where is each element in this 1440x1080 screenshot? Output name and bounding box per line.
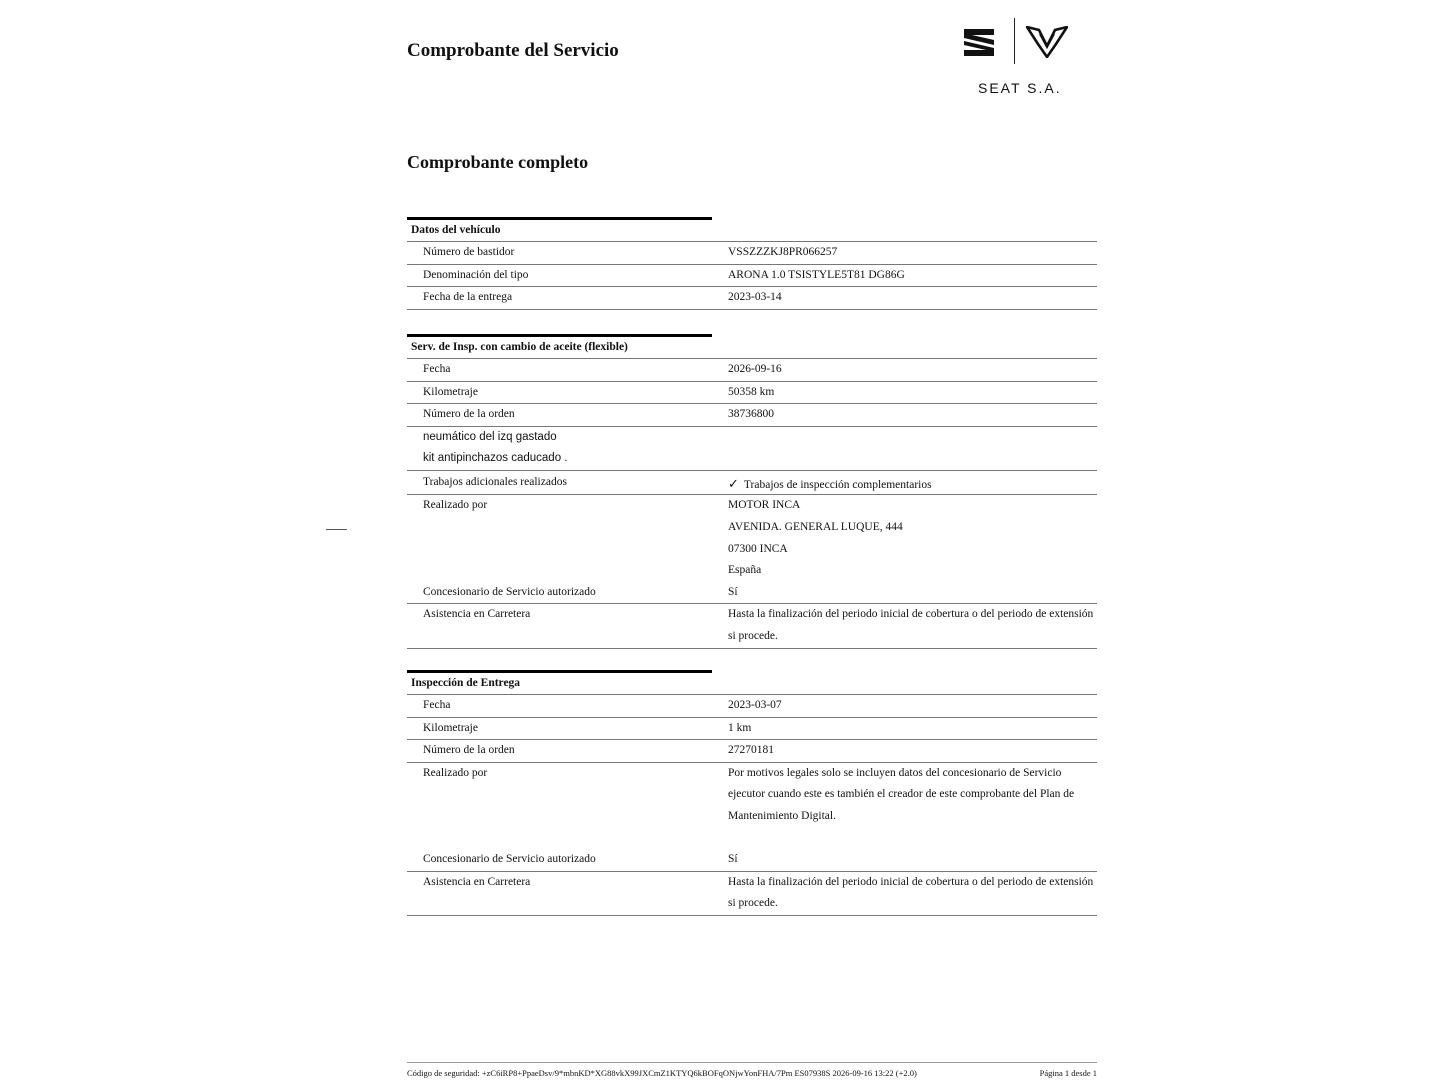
row-value: Sí xyxy=(728,585,738,598)
row-value: 2023-03-14 xyxy=(728,291,782,304)
section-header xyxy=(407,670,1097,694)
row-value: Hasta la finalización del periodo inicial de cobertura o del periodo de extensión xyxy=(728,608,1094,621)
document-subtitle: Comprobante completo xyxy=(407,152,589,172)
table-row xyxy=(407,241,1097,264)
row-value: Mantenimiento Digital. xyxy=(728,809,836,822)
row-value: Trabajos de inspección complementarios xyxy=(743,478,932,491)
row-value: si procede. xyxy=(728,897,778,910)
dealer-country: España xyxy=(728,564,762,577)
section-title: Datos del vehículo xyxy=(411,224,501,236)
row-label: Kilometraje xyxy=(423,385,478,398)
row-value: ARONA 1.0 TSISTYLE5T81 DG86G xyxy=(728,268,905,281)
row-label: Concesionario de Servicio autorizado xyxy=(423,585,596,598)
row-label: Número de bastidor xyxy=(423,246,515,258)
security-code: Código de seguridad: +zC6iRP8+PpaeDsv/9*mbnKD*XG88vkX99JXCmZ1KTYQ6kBOFqONjwYonFHA/7Pm ES07938S 2026-09-16 13:22 (+2.0) xyxy=(407,1068,917,1078)
row-label: Fecha de la entrega xyxy=(423,291,513,304)
table-row xyxy=(407,849,1097,871)
section-header xyxy=(407,334,1097,358)
row-value: 2023-03-07 xyxy=(728,699,782,711)
dealer-city: 07300 INCA xyxy=(728,542,788,555)
row-label: Fecha xyxy=(423,363,451,375)
section-title: Serv. de Insp. con cambio de aceite (flexible) xyxy=(411,341,628,353)
row-value: Por motivos legales solo se incluyen datos del concesionario de Servicio xyxy=(728,766,1062,779)
row-value: 1 km xyxy=(728,721,752,734)
table-row xyxy=(407,403,1097,426)
row-value: 2026-09-16 xyxy=(728,363,782,375)
page-number: Página 1 desde 1 xyxy=(1039,1068,1097,1078)
row-label: Realizado por xyxy=(423,766,488,779)
row-value: Hasta la finalización del periodo inicial de cobertura o del periodo de extensión xyxy=(728,875,1094,888)
notes-row xyxy=(407,426,1097,470)
logo-divider xyxy=(1014,18,1015,64)
row-label: Asistencia en Carretera xyxy=(423,875,531,888)
row-value: si procede. xyxy=(728,630,778,643)
row-label: Trabajos adicionales realizados xyxy=(423,475,567,488)
additional-work-row xyxy=(407,470,1097,495)
table-row xyxy=(407,358,1097,381)
row-value: 27270181 xyxy=(728,744,774,757)
service-note: kit antipinchazos caducado . xyxy=(423,452,568,465)
performed-by-row xyxy=(407,762,1097,849)
row-label: Asistencia en Carretera xyxy=(423,608,531,621)
row-label: Número de la orden xyxy=(423,408,515,421)
dealer-address: AVENIDA. GENERAL LUQUE, 444 xyxy=(728,521,903,534)
dealer-name: MOTOR INCA xyxy=(728,499,801,512)
checkmark-icon: ✓ xyxy=(728,475,739,491)
assistance-row xyxy=(407,871,1097,915)
row-value: 50358 km xyxy=(728,385,775,398)
assistance-row xyxy=(407,603,1097,647)
delivery-section xyxy=(407,670,1097,916)
row-label: Kilometraje xyxy=(423,721,478,734)
table-row xyxy=(407,264,1097,287)
row-label: Denominación del tipo xyxy=(423,268,529,281)
seat-logo-icon xyxy=(962,28,996,57)
row-value: VSSZZZKJ8PR066257 xyxy=(728,246,838,258)
table-row xyxy=(407,694,1097,717)
row-value: 38736800 xyxy=(728,408,774,421)
table-row xyxy=(407,739,1097,762)
performed-by-row xyxy=(407,494,1097,581)
section-header xyxy=(407,217,1097,241)
row-label: Realizado por xyxy=(423,499,488,512)
page-footer xyxy=(407,1062,1097,1078)
cupra-logo-icon xyxy=(1026,26,1068,58)
row-label: Número de la orden xyxy=(423,744,515,757)
row-value: ejecutor cuando este es también el creador de este comprobante del Plan de xyxy=(728,788,1075,801)
row-label: Concesionario de Servicio autorizado xyxy=(423,853,596,866)
table-row xyxy=(407,717,1097,740)
service-note: neumático del izq gastado xyxy=(423,430,557,443)
row-label: Fecha xyxy=(423,699,451,711)
margin-mark xyxy=(326,529,347,530)
section-title: Inspección de Entrega xyxy=(411,677,521,689)
service-section xyxy=(407,334,1097,649)
row-value: Sí xyxy=(728,853,738,866)
page-title: Comprobante del Servicio xyxy=(407,40,619,61)
vehicle-section xyxy=(407,217,1097,310)
table-row xyxy=(407,582,1097,604)
table-row xyxy=(407,286,1097,309)
table-row xyxy=(407,381,1097,404)
logo-text: SEAT S.A. xyxy=(978,80,1062,96)
